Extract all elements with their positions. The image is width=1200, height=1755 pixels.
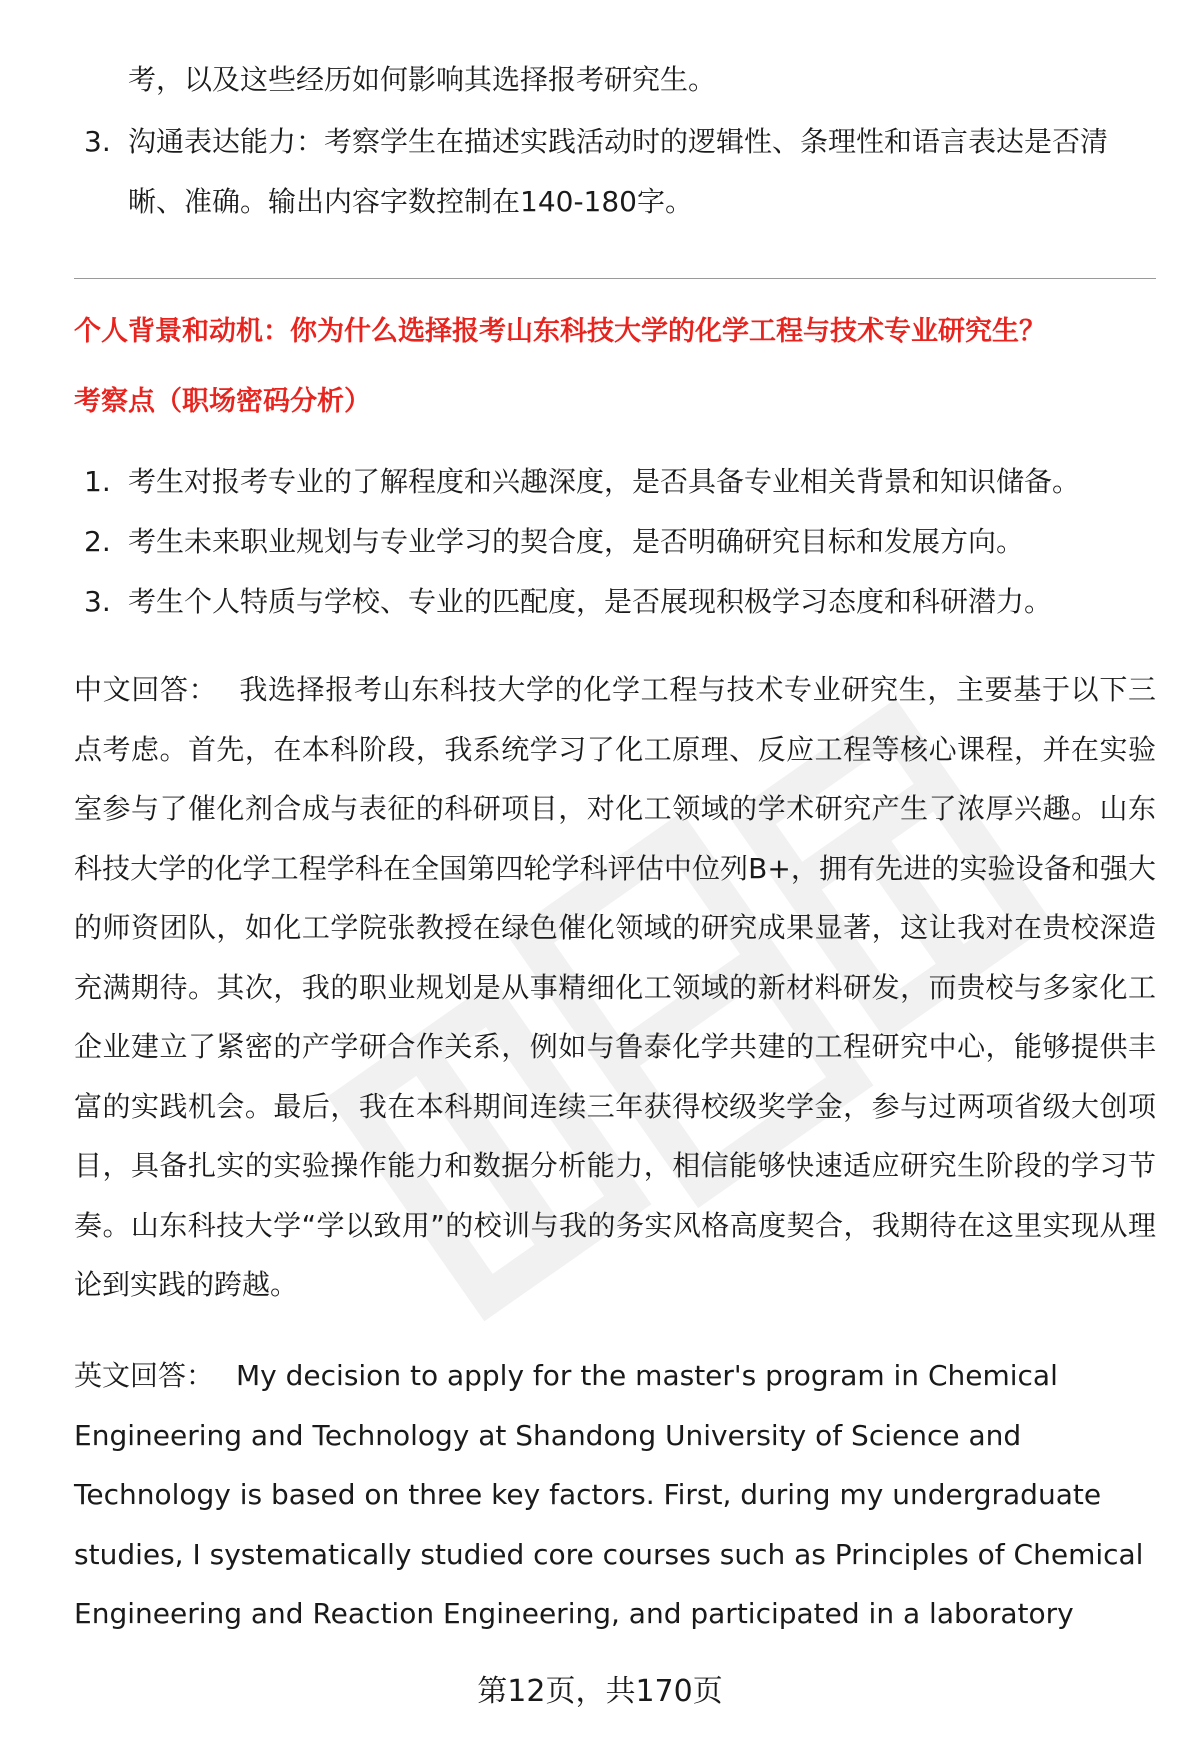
list-item-number: 3. xyxy=(84,585,111,618)
english-answer-label: 英文回答： xyxy=(74,1359,215,1392)
question-title: 个人背景和动机：你为什么选择报考山东科技大学的化学工程与技术专业研究生？ xyxy=(74,316,1046,347)
chinese-answer xyxy=(74,660,1156,1315)
list-item-text: 考生对报考专业的了解程度和兴趣深度，是否具备专业相关背景和知识储备。 xyxy=(128,465,1081,498)
section-divider xyxy=(74,278,1156,279)
list-item xyxy=(0,112,1148,232)
list-item xyxy=(0,452,1148,512)
assessment-points-list xyxy=(0,452,1148,632)
list-item-text: 沟通表达能力：考察学生在描述实践活动时的逻辑性、条理性和语言表达是否清晰、准确。输出内容字数控制在140-180字。 xyxy=(128,125,1109,218)
list-item-number: 2. xyxy=(84,525,111,558)
chinese-answer-text: 我选择报考山东科技大学的化学工程与技术专业研究生，主要基于以下三点考虑。首先，在本科阶段，我系统学习了化工原理、反应工程等核心课程，并在实验室参与了催化剂合成与表征的科研项目，对化工领域的学术研究产生了浓厚兴趣。山东科技大学的化学工程学科在全国第四轮学科评估中位列B+，拥有先进的实验设备和强大的师资团队，如化工学院张教授在绿色催化领域的研究成果显著，这让我对在贵校深造充满期待。其次，我的职业规划是从事精细化工领域的新材料研发，而贵校与多家化工企业建立了紧密的产学研合作关系，例如与鲁泰化学共建的工程研究中心，能够提供丰富的实践机会。最后，我在本科期间连续三年获得校级奖学金，参与过两项省级大创项目，具备扎实的实验操作能力和数据分析能力，相信能够快速适应研究生阶段的学习节奏。山东科技大学“学以致用”的校训与我的务实风格高度契合，我期待在这里实现从理论到实践的跨越。 xyxy=(74,673,1156,1301)
previous-list xyxy=(0,112,1148,232)
english-answer-text: My decision to apply for the master's program in Chemical Engineering and Technology at Shandong University of Science and Technology is based on three key factors. First, during my undergraduate studies, I systematically studied core courses such as Principles of Chemical Engineering and Reaction Engineering, and participated in a laboratory xyxy=(74,1359,1144,1630)
english-answer xyxy=(74,1346,1156,1644)
page-number-footer: 第12页，共170页 xyxy=(477,1674,723,1709)
section-heading: 考察点（职场密码分析） xyxy=(74,386,371,417)
chinese-answer-label: 中文回答： xyxy=(74,673,218,706)
list-item-number: 1. xyxy=(84,465,111,498)
list-item-number: 3. xyxy=(84,125,111,158)
list-item xyxy=(0,512,1148,572)
list-item-text: 考生个人特质与学校、专业的匹配度，是否展现积极学习态度和科研潜力。 xyxy=(128,585,1053,618)
previous-item-continuation: 考，以及这些经历如何影响其选择报考研究生。 xyxy=(128,63,717,96)
list-item xyxy=(0,572,1148,632)
list-item-text: 考生未来职业规划与专业学习的契合度，是否明确研究目标和发展方向。 xyxy=(128,525,1025,558)
